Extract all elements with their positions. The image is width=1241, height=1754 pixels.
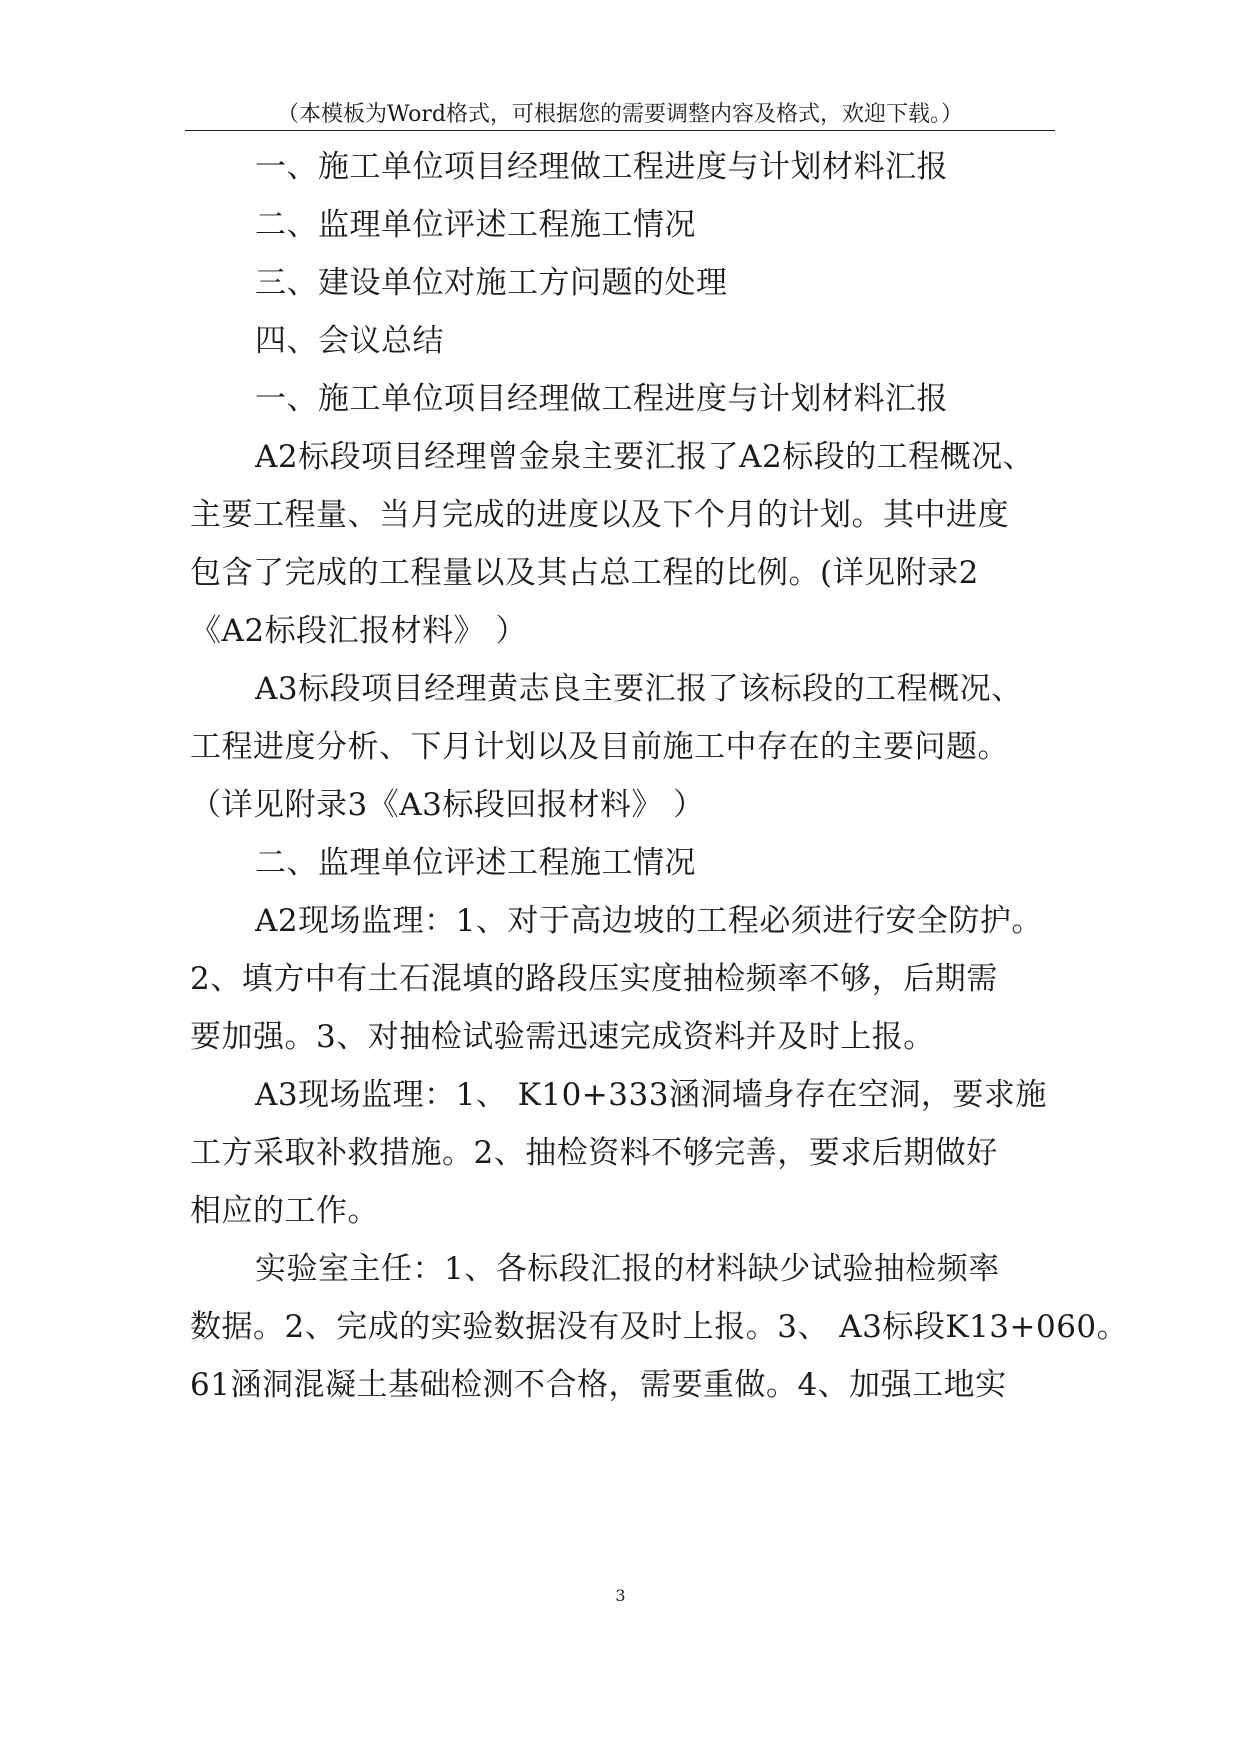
- paragraph-line: 2、填方中有土石混填的路段压实度抽检频率不够，后期需: [190, 961, 998, 997]
- template-notice: （本模板为Word格式，可根据您的需要调整内容及格式，欢迎下载。）: [277, 102, 963, 127]
- paragraph-line: A3现场监理：1、 K10+333涵洞墙身存在空洞，要求施: [255, 1077, 1047, 1113]
- paragraph-line: （详见附录3《A3标段回报材料》 ）: [190, 787, 705, 823]
- agenda-item-1: 一、施工单位项目经理做工程进度与计划材料汇报: [255, 149, 948, 185]
- section-1-heading: 一、施工单位项目经理做工程进度与计划材料汇报: [255, 381, 948, 417]
- paragraph-line: A3标段项目经理黄志良主要汇报了该标段的工程概况、: [255, 671, 1023, 707]
- paragraph-line: 相应的工作。: [190, 1193, 379, 1229]
- agenda-item-3: 三、建设单位对施工方问题的处理: [255, 265, 728, 301]
- paragraph-line: A2现场监理：1、对于高边坡的工程必须进行安全防护。: [255, 903, 1043, 939]
- paragraph-line: 工程进度分析、下月计划以及目前施工中存在的主要问题。: [190, 729, 1009, 765]
- paragraph-line: 包含了完成的工程量以及其占总工程的比例。(详见附录2: [190, 555, 979, 591]
- paragraph-line: 主要工程量、当月完成的进度以及下个月的计划。其中进度: [190, 497, 1009, 533]
- paragraph-line: 61涵洞混凝土基础检测不合格，需要重做。4、加强工地实: [190, 1367, 1007, 1403]
- paragraph-line: A2标段项目经理曾金泉主要汇报了A2标段的工程概况、: [255, 439, 1035, 475]
- paragraph-line: 数据。2、完成的实验数据没有及时上报。3、 A3标段K13+060。: [190, 1309, 1129, 1345]
- paragraph-line: 要加强。3、对抽检试验需迅速完成资料并及时上报。: [190, 1019, 935, 1055]
- paragraph-line: 工方采取补救措施。2、抽检资料不够完善，要求后期做好: [190, 1135, 998, 1171]
- section-2-heading: 二、监理单位评述工程施工情况: [255, 845, 696, 881]
- paragraph-line: 《A2标段汇报材料》 ）: [190, 613, 527, 649]
- page-number: 3: [615, 1586, 626, 1605]
- agenda-item-2: 二、监理单位评述工程施工情况: [255, 207, 696, 243]
- paragraph-line: 实验室主任：1、各标段汇报的材料缺少试验抽检频率: [255, 1251, 1000, 1287]
- agenda-item-4: 四、会议总结: [255, 323, 444, 359]
- header-divider: [185, 130, 1055, 131]
